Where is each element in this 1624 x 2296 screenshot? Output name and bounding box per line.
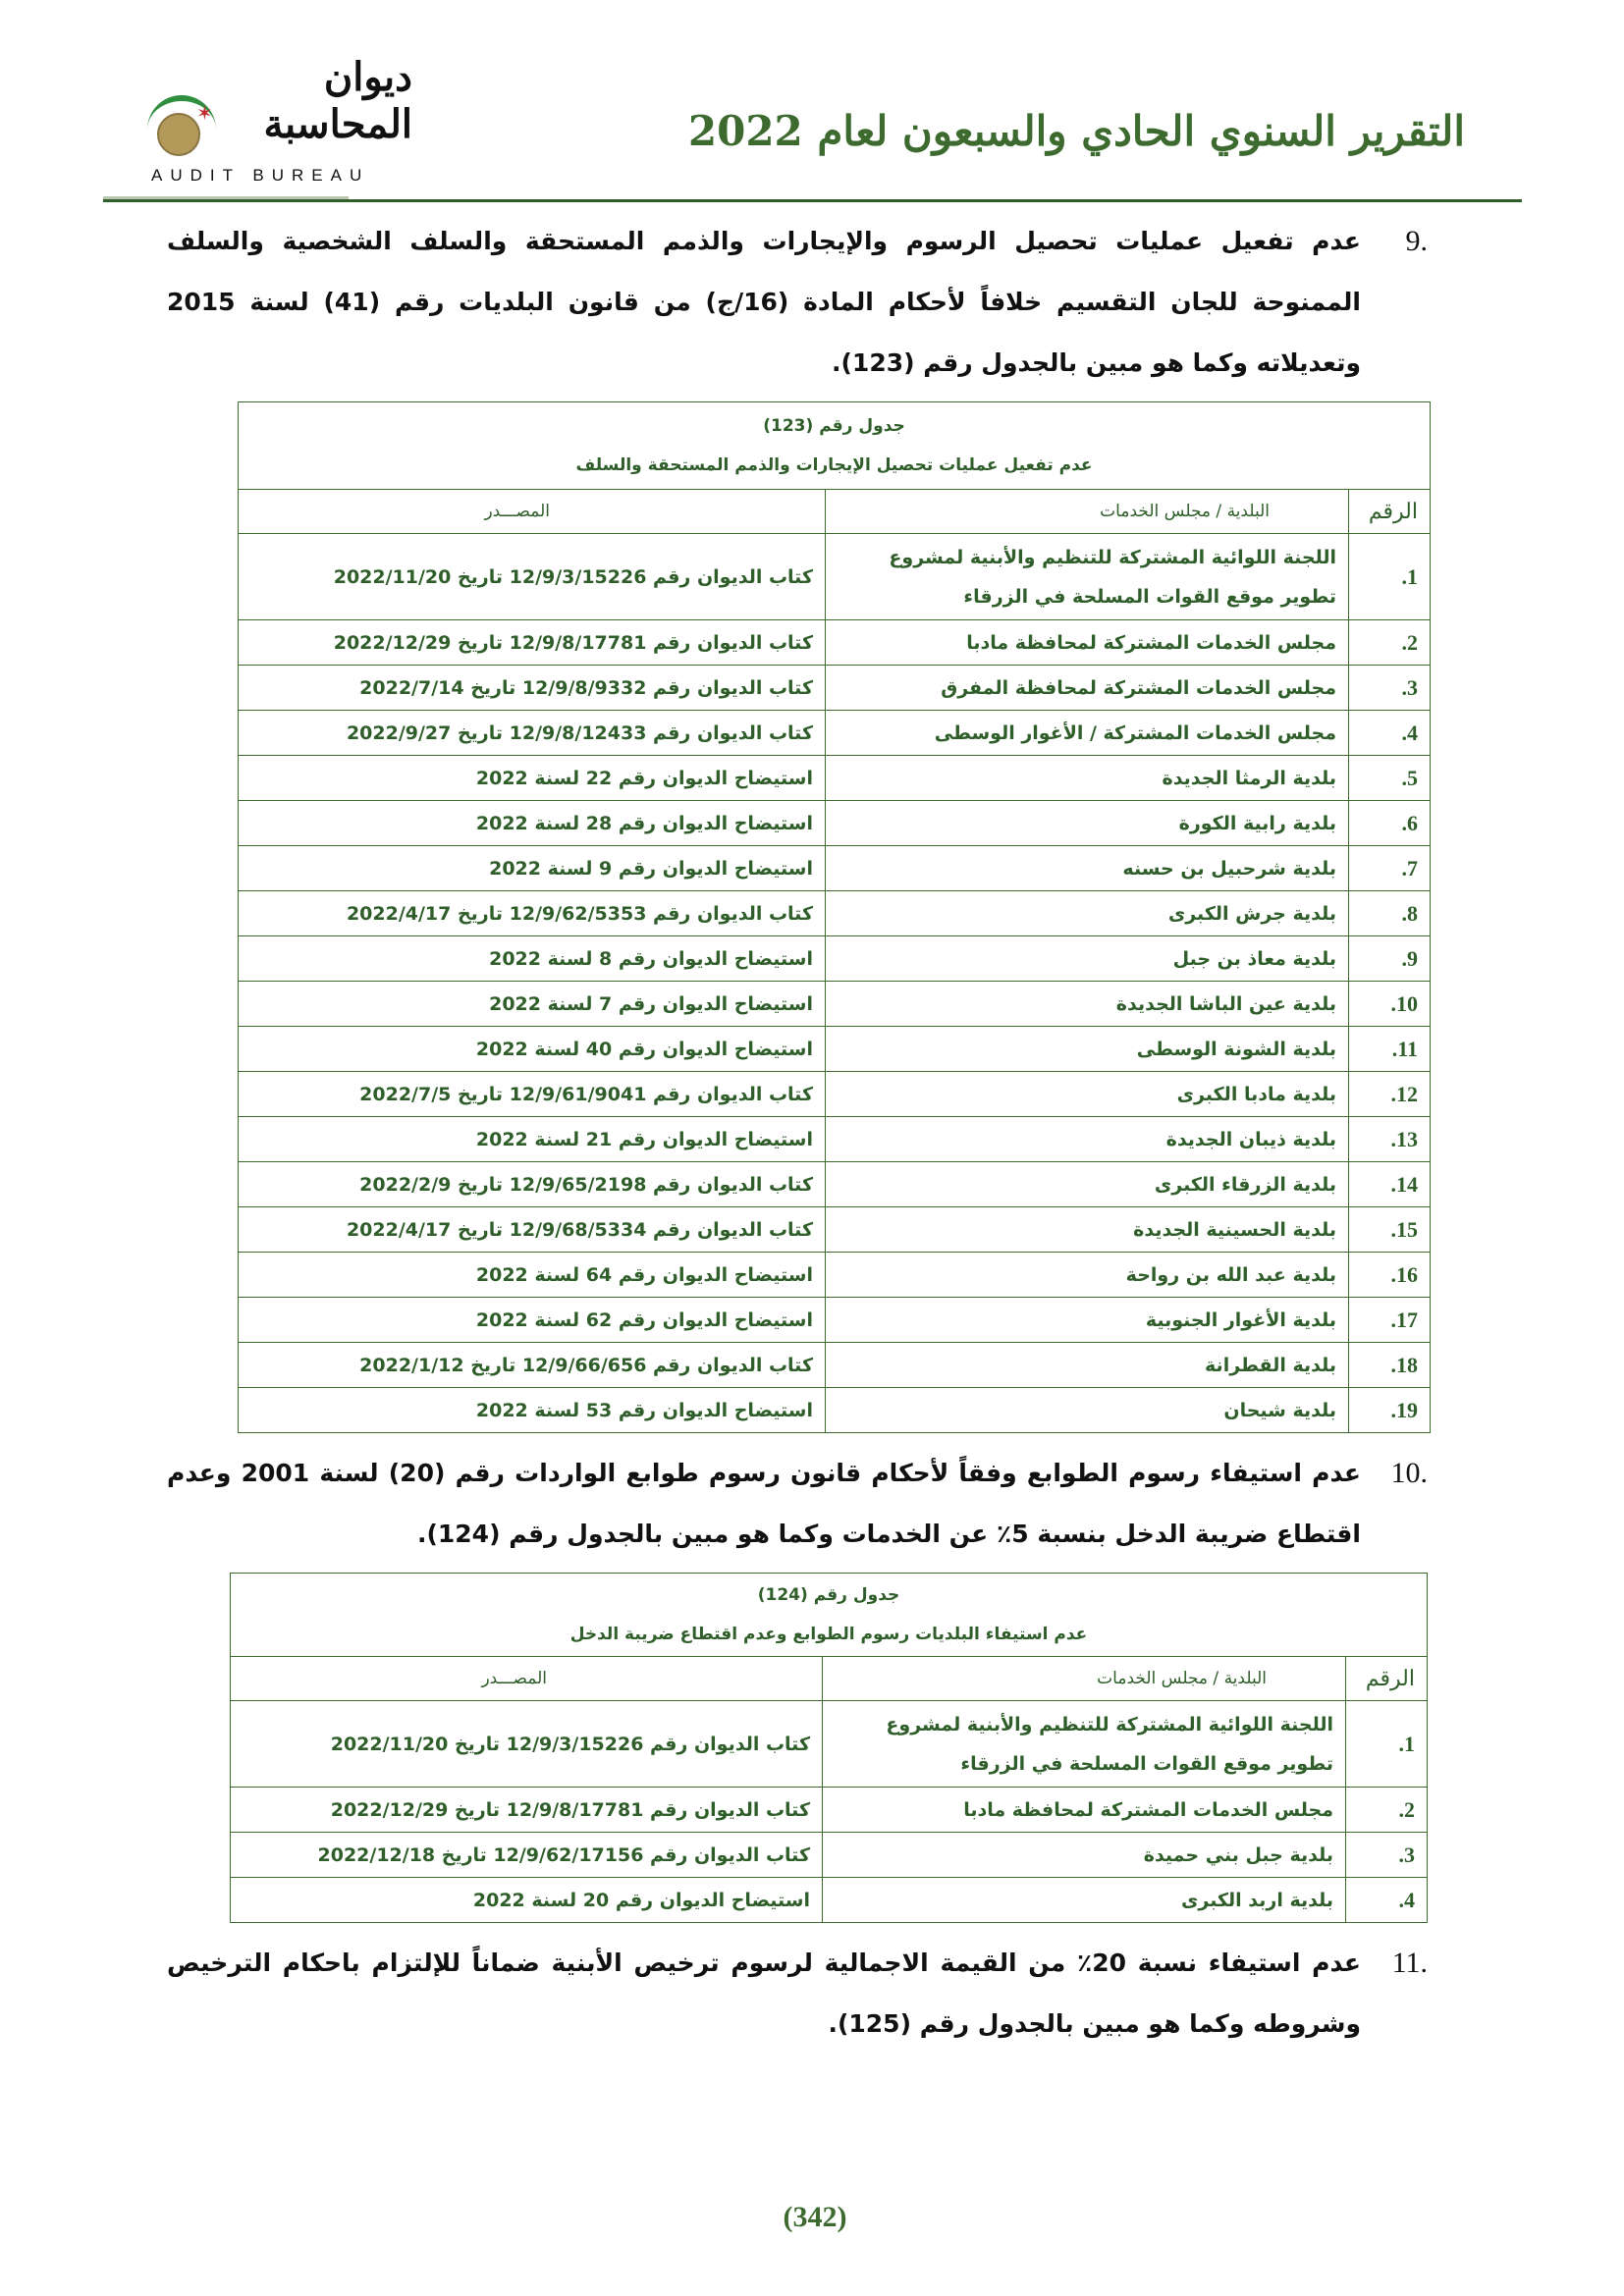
table-row	[239, 1027, 1431, 1072]
section-number: 11.	[1391, 1947, 1428, 1979]
table-caption-row	[239, 402, 1431, 490]
seal-icon	[157, 113, 200, 156]
row-number: 1.	[1346, 1701, 1428, 1788]
row-number: 14.	[1349, 1162, 1431, 1207]
row-entity: بلدية مادبا الكبرى	[826, 1072, 1349, 1117]
row-number: 3.	[1349, 666, 1431, 711]
row-source: كتاب الديوان رقم 12/9/61/9041 تاريخ 2022/7/5	[239, 1072, 826, 1117]
section-10	[167, 1443, 1428, 1565]
table-row	[239, 936, 1431, 982]
row-source: استيضاح الديوان رقم 53 لسنة 2022	[239, 1388, 826, 1433]
header-name: البلدية / مجلس الخدمات	[823, 1657, 1346, 1701]
row-source: استيضاح الديوان رقم 9 لسنة 2022	[239, 846, 826, 891]
row-entity: بلدية جبل بني حميدة	[823, 1833, 1346, 1878]
row-number: 7.	[1349, 846, 1431, 891]
row-entity: بلدية عين الباشا الجديدة	[826, 982, 1349, 1027]
row-entity: مجلس الخدمات المشتركة لمحافظة مادبا	[823, 1788, 1346, 1833]
page-number: (342)	[783, 2201, 847, 2233]
star-icon: ✶	[196, 101, 213, 125]
row-number: 4.	[1346, 1878, 1428, 1923]
row-source: كتاب الديوان رقم 12/9/65/2198 تاريخ 2022/2/9	[239, 1162, 826, 1207]
row-source: استيضاح الديوان رقم 7 لسنة 2022	[239, 982, 826, 1027]
row-number: 18.	[1349, 1343, 1431, 1388]
table-row	[239, 1117, 1431, 1162]
table-row	[239, 982, 1431, 1027]
header-num: الرقم	[1346, 1657, 1428, 1701]
table-row	[231, 1701, 1428, 1788]
section-text: عدم استيفاء رسوم الطوابع وفقاً لأحكام قانون رسوم طوابع الواردات رقم (20) لسنة 2001 وعدم اقتطاع ضريبة الدخل بنسبة 5٪ عن الخدمات وكما هو مبين بالجدول رقم (124).	[167, 1459, 1362, 1548]
row-source: استيضاح الديوان رقم 8 لسنة 2022	[239, 936, 826, 982]
row-entity: بلدية الزرقاء الكبرى	[826, 1162, 1349, 1207]
row-entity: بلدية الحسينية الجديدة	[826, 1207, 1349, 1253]
table-row	[231, 1878, 1428, 1923]
row-source: كتاب الديوان رقم 12/9/8/9332 تاريخ 2022/7/14	[239, 666, 826, 711]
row-entity: مجلس الخدمات المشتركة / الأغوار الوسطى	[826, 711, 1349, 756]
report-title: التقرير السنوي الحادي والسبعون لعام 2022	[687, 107, 1465, 155]
row-number: 15.	[1349, 1207, 1431, 1253]
header-num: الرقم	[1349, 490, 1431, 534]
row-source: كتاب الديوان رقم 12/9/66/656 تاريخ 2022/1/12	[239, 1343, 826, 1388]
table-row	[239, 1388, 1431, 1433]
row-entity: بلدية جرش الكبرى	[826, 891, 1349, 936]
section-text: عدم تفعيل عمليات تحصيل الرسوم والإيجارات والذمم المستحقة والسلف الشخصية والسلف الممنوحة للجان التقسيم خلافاً لأحكام المادة (16/ج) من قانون البلديات رقم (41) لسنة 2015 وتعديلاته وكما هو مبين بالجدول رقم (123).	[167, 227, 1361, 377]
row-number: 6.	[1349, 801, 1431, 846]
row-source: استيضاح الديوان رقم 64 لسنة 2022	[239, 1253, 826, 1298]
table-row	[239, 534, 1431, 620]
row-number: 1.	[1349, 534, 1431, 620]
section-number: 10.	[1390, 1457, 1428, 1489]
row-entity: بلدية عبد الله بن رواحة	[826, 1253, 1349, 1298]
section-11	[167, 1933, 1428, 2055]
table-subtitle: عدم تفعيل عمليات تحصيل الإيجارات والذمم المستحقة والسلف	[575, 455, 1093, 475]
row-entity: اللجنة اللوائية المشتركة للتنظيم والأبنية لمشروع تطوير موقع القوات المسلحة في الزرقاء	[823, 1701, 1346, 1788]
row-source: استيضاح الديوان رقم 21 لسنة 2022	[239, 1117, 826, 1162]
table-row	[231, 1833, 1428, 1878]
header-divider	[103, 199, 1522, 202]
row-entity: بلدية شرحبيل بن حسنه	[826, 846, 1349, 891]
row-source: كتاب الديوان رقم 12/9/62/17156 تاريخ 2022/12/18	[231, 1833, 823, 1878]
section-number: 9.	[1405, 225, 1428, 257]
row-source: كتاب الديوان رقم 12/9/62/5353 تاريخ 2022/4/17	[239, 891, 826, 936]
table-row	[239, 711, 1431, 756]
row-entity: بلدية رابية الكورة	[826, 801, 1349, 846]
row-source: كتاب الديوان رقم 12/9/8/12433 تاريخ 2022/9/27	[239, 711, 826, 756]
row-number: 16.	[1349, 1253, 1431, 1298]
row-entity: بلدية معاذ بن جبل	[826, 936, 1349, 982]
logo-english: AUDIT BUREAU	[151, 166, 370, 185]
row-source: استيضاح الديوان رقم 20 لسنة 2022	[231, 1878, 823, 1923]
table-row	[239, 846, 1431, 891]
table-row	[239, 1343, 1431, 1388]
table-row	[231, 1788, 1428, 1833]
table-caption: جدول رقم (123)	[763, 416, 905, 436]
table-row	[239, 1253, 1431, 1298]
row-number: 5.	[1349, 756, 1431, 801]
row-source: استيضاح الديوان رقم 28 لسنة 2022	[239, 801, 826, 846]
row-source: كتاب الديوان رقم 12/9/8/17781 تاريخ 2022/12/29	[231, 1788, 823, 1833]
table-header-row	[231, 1657, 1428, 1701]
page-body	[167, 211, 1428, 2055]
row-number: 11.	[1349, 1027, 1431, 1072]
row-source: استيضاح الديوان رقم 62 لسنة 2022	[239, 1298, 826, 1343]
table-subtitle: عدم استيفاء البلديات رسوم الطوابع وعدم اقتطاع ضريبة الدخل	[569, 1625, 1088, 1644]
row-source: كتاب الديوان رقم 12/9/3/15226 تاريخ 2022/11/20	[239, 534, 826, 620]
row-source: استيضاح الديوان رقم 40 لسنة 2022	[239, 1027, 826, 1072]
row-number: 3.	[1346, 1833, 1428, 1878]
table-row	[239, 1072, 1431, 1117]
row-number: 19.	[1349, 1388, 1431, 1433]
row-entity: اللجنة اللوائية المشتركة للتنظيم والأبنية لمشروع تطوير موقع القوات المسلحة في الزرقاء	[826, 534, 1349, 620]
row-number: 2.	[1346, 1788, 1428, 1833]
row-entity: بلدية الشونة الوسطى	[826, 1027, 1349, 1072]
table-row	[239, 1207, 1431, 1253]
header-source: المصـــدر	[239, 490, 826, 534]
row-number: 9.	[1349, 936, 1431, 982]
header-source: المصـــدر	[231, 1657, 823, 1701]
row-entity: مجلس الخدمات المشتركة لمحافظة المفرق	[826, 666, 1349, 711]
row-source: استيضاح الديوان رقم 22 لسنة 2022	[239, 756, 826, 801]
row-entity: بلدية الرمثا الجديدة	[826, 756, 1349, 801]
header-divider-accent	[103, 196, 349, 199]
table-123	[238, 401, 1431, 1433]
row-number: 10.	[1349, 982, 1431, 1027]
row-source: كتاب الديوان رقم 12/9/8/17781 تاريخ 2022/12/29	[239, 620, 826, 666]
table-row	[239, 620, 1431, 666]
row-entity: بلدية القطرانة	[826, 1343, 1349, 1388]
table-caption: جدول رقم (124)	[757, 1585, 900, 1605]
table-row	[239, 666, 1431, 711]
table-row	[239, 891, 1431, 936]
table-row	[239, 756, 1431, 801]
row-number: 4.	[1349, 711, 1431, 756]
row-entity: مجلس الخدمات المشتركة لمحافظة مادبا	[826, 620, 1349, 666]
row-number: 8.	[1349, 891, 1431, 936]
table-caption-row	[231, 1574, 1428, 1657]
row-number: 13.	[1349, 1117, 1431, 1162]
section-9	[167, 211, 1428, 394]
row-source: كتاب الديوان رقم 12/9/3/15226 تاريخ 2022/11/20	[231, 1701, 823, 1788]
table-124	[230, 1573, 1428, 1923]
row-number: 12.	[1349, 1072, 1431, 1117]
table-row	[239, 801, 1431, 846]
logo-arabic: ديوان المحاسبة	[263, 54, 412, 147]
audit-bureau-logo	[147, 54, 422, 196]
section-text: عدم استيفاء نسبة 20٪ من القيمة الاجمالية لرسوم ترخيص الأبنية ضماناً للإلتزام باحكام الترخيص وشروطه وكما هو مبين بالجدول رقم (125).	[167, 1949, 1362, 2038]
row-number: 2.	[1349, 620, 1431, 666]
table-row	[239, 1162, 1431, 1207]
row-entity: بلدية اربد الكبرى	[823, 1878, 1346, 1923]
row-entity: بلدية ذيبان الجديدة	[826, 1117, 1349, 1162]
row-entity: بلدية الأغوار الجنوبية	[826, 1298, 1349, 1343]
table-header-row	[239, 490, 1431, 534]
table-row	[239, 1298, 1431, 1343]
header-name: البلدية / مجلس الخدمات	[826, 490, 1349, 534]
row-number: 17.	[1349, 1298, 1431, 1343]
row-entity: بلدية شيحان	[826, 1388, 1349, 1433]
row-source: كتاب الديوان رقم 12/9/68/5334 تاريخ 2022/4/17	[239, 1207, 826, 1253]
